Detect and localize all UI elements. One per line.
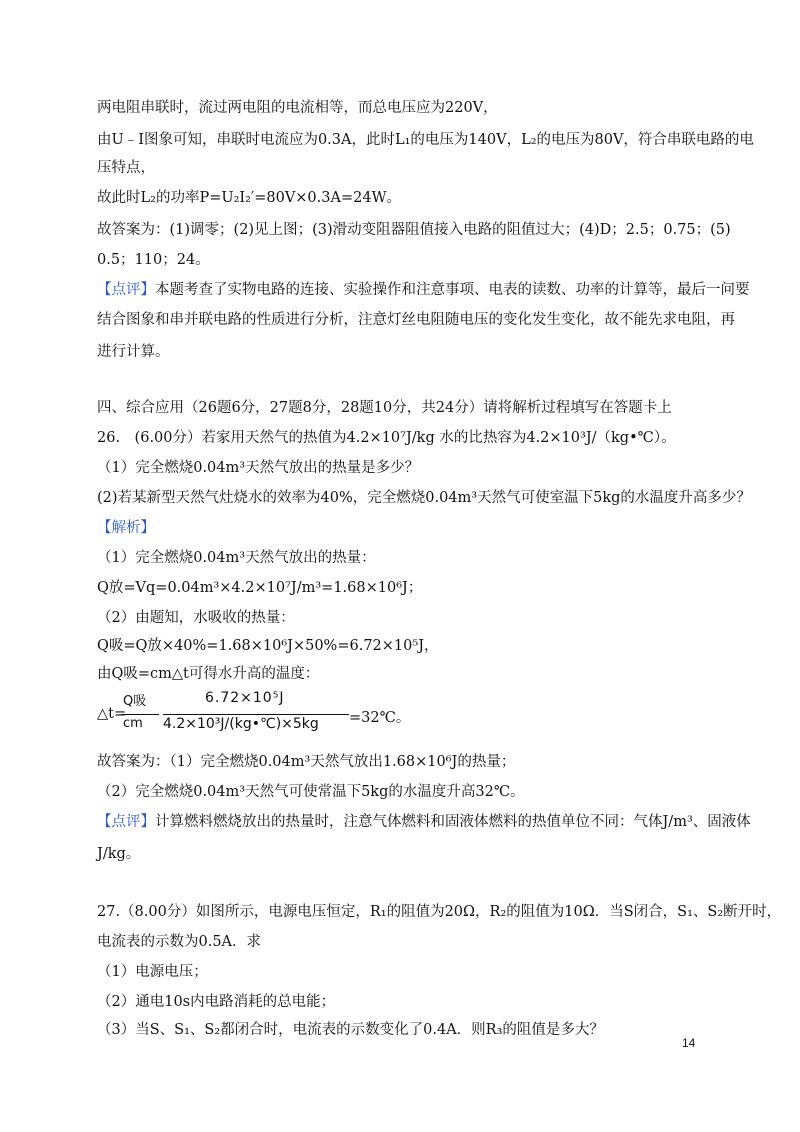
page-number: 14 bbox=[682, 1036, 696, 1050]
answer-line: 故答案为：（1）完全燃烧0.04m³天然气放出1.68×10⁶J的热量； bbox=[97, 754, 516, 770]
text-line: 压特点， bbox=[97, 160, 155, 176]
question-27-part-3: （3）当S、S₁、S₂都闭合时，电流表的示数变化了0.4A．则R₃的阻值是多大？ bbox=[97, 1022, 604, 1038]
comment-tag: 【点评】 bbox=[97, 814, 155, 830]
question-26-part-2: (2)若某新型天然气灶烧水的效率为40%，完全燃烧0.04m³天然气可使室温下5kg的水温度升高多少？ bbox=[97, 490, 751, 506]
formula-numerator-a: Q吸 bbox=[123, 694, 147, 709]
comment-tag: 【点评】 bbox=[97, 282, 155, 298]
text-line: （1）完全燃烧0.04m³天然气放出的热量： bbox=[97, 550, 376, 566]
text-line: （2）由题知，水吸收的热量： bbox=[97, 610, 295, 626]
question-27: 27.（8.00分）如图所示，电源电压恒定，R₁的阻值为20Ω，R₂的阻值为10Ω．当S闭合，S₁、S₂断开时， bbox=[97, 904, 782, 920]
analysis-tag: 【解析】 bbox=[97, 520, 155, 536]
formula-denominator-b: 4.2×10³J/(kg•℃)×5kg bbox=[163, 716, 319, 732]
question-26-part-1: （1）完全燃烧0.04m³天然气放出的热量是多少？ bbox=[97, 460, 420, 476]
temperature-formula bbox=[97, 690, 427, 738]
fraction-bar bbox=[163, 714, 349, 715]
equation-line: Q吸=Q放×40%=1.68×10⁶J×50%=6.72×10⁵J， bbox=[97, 638, 439, 654]
equation-line: Q放=Vq=0.04m³×4.2×10⁷J/m³=1.68×10⁶J； bbox=[97, 580, 423, 596]
text-line: 两电阻串联时，流过两电阻的电流相等，而总电压应为220V， bbox=[97, 100, 498, 116]
text-line: 进行计算。 bbox=[97, 344, 170, 360]
text-line: 电流表的示数为0.5A．求 bbox=[97, 934, 262, 950]
text-line: 由Q吸=cm△t可得水升高的温度： bbox=[97, 666, 320, 682]
answer-line: （2）完全燃烧0.04m³天然气可使常温下5kg的水温度升高32℃。 bbox=[97, 784, 525, 800]
comment-line bbox=[97, 812, 751, 832]
answer-line: 故答案为：(1)调零；(2)见上图；(3)滑动变阻器阻值接入电路的阻值过大；(4)D；2.5；0.75；(5) bbox=[97, 222, 731, 238]
text-line: 结合图象和串并联电路的性质进行分析，注意灯丝电阻随电压的变化发生变化，故不能先求电阻，再 bbox=[97, 312, 735, 328]
formula-numerator-b: 6.72×10⁵J bbox=[205, 690, 285, 706]
formula-lhs: △t= bbox=[97, 706, 127, 722]
section-heading: 四、综合应用（26题6分，27题8分，28题10分，共24分）请将解析过程填写在答题卡上 bbox=[97, 400, 672, 416]
question-27-part-2: （2）通电10s内电路消耗的总电能； bbox=[97, 994, 336, 1010]
comment-line bbox=[97, 280, 750, 300]
question-26: 26. (6.00分）若家用天然气的热值为4.2×10⁷J/kg 水的比热容为4.2×10³J/（kg•℃）。 bbox=[97, 430, 676, 446]
text-line: J/kg。 bbox=[97, 846, 141, 862]
text-line: 故此时L₂的功率P=U₂I₂′=80V×0.3A=24W。 bbox=[97, 190, 401, 206]
answer-line: 0.5；110；24。 bbox=[97, 252, 210, 268]
formula-result: =32℃。 bbox=[349, 710, 411, 726]
question-27-part-1: （1）电源电压； bbox=[97, 964, 208, 980]
formula-denominator-a: cm bbox=[123, 716, 143, 731]
comment-text: 计算燃料燃烧放出的热量时，注意气体燃料和固液体燃料的热值单位不同：气体J/m³、固液体 bbox=[155, 814, 751, 830]
fraction-bar bbox=[121, 714, 159, 715]
text-line: 由U﹣I图象可知，串联时电流应为0.3A，此时L₁的电压为140V，L₂的电压为80V，符合串联电路的电 bbox=[97, 132, 754, 148]
comment-text: 本题考查了实物电路的连接、实验操作和注意事项、电表的读数、功率的计算等，最后一问要 bbox=[155, 282, 750, 298]
